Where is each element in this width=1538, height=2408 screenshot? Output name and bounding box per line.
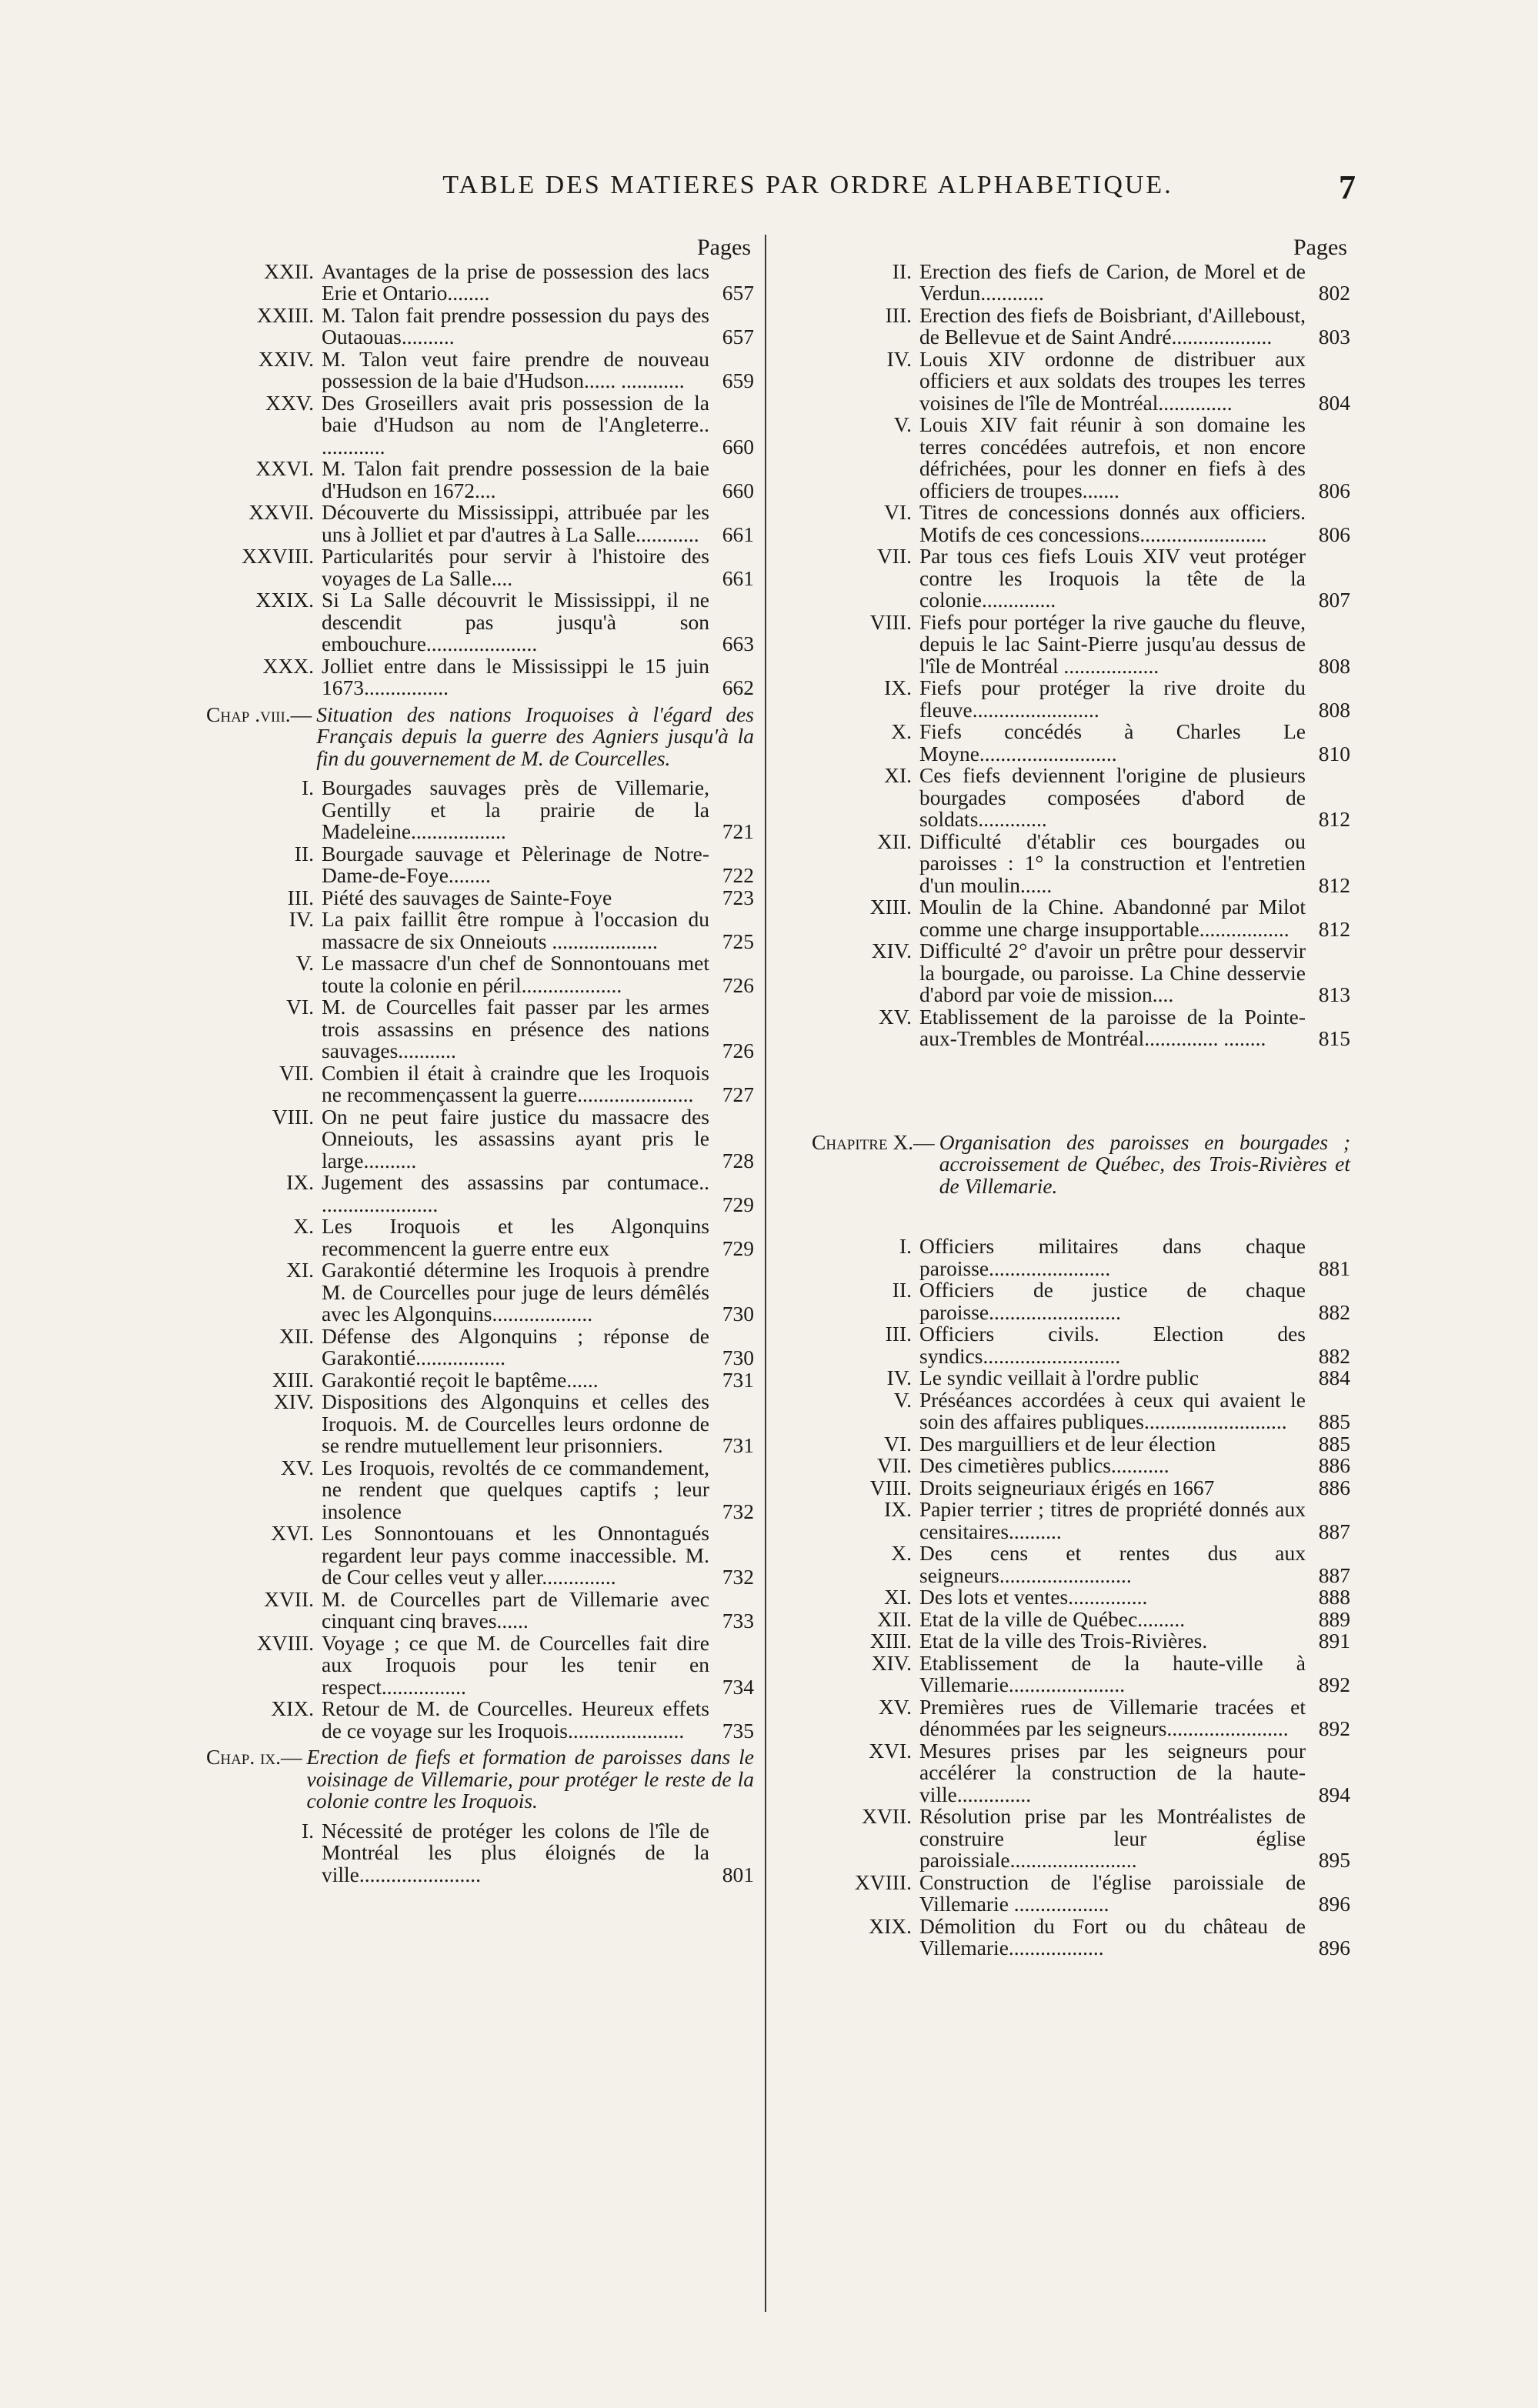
entry-page: 657 <box>722 325 754 349</box>
entry-number: XIV. <box>871 939 912 962</box>
entry-number: XII. <box>279 1323 314 1348</box>
entry-page: 726 <box>722 972 754 997</box>
entry-text: Etablissement de la haute-ville à Villemarie...................... <box>919 1650 1306 1696</box>
toc-entry <box>206 258 754 305</box>
entry-number: VI. <box>286 995 314 1019</box>
entry-page: 892 <box>1318 1673 1350 1696</box>
entry-page: 660 <box>722 434 754 459</box>
entry-page: 894 <box>1318 1782 1350 1806</box>
entry-text: Voyage ; ce que M. de Courcelles fait dire aux Iroquois pour les tenir en respect................ <box>322 1630 709 1699</box>
toc-entry <box>812 1740 1350 1806</box>
entry-text: M. Talon veut faire prendre de nouveau possession de la baie d'Hudson...... ............ <box>322 346 709 392</box>
entry-text: Etat de la ville des Trois-Rivières. <box>919 1629 1208 1653</box>
entry-page: 815 <box>1318 1026 1350 1050</box>
chapter-heading <box>812 1129 1350 1198</box>
toc-entry <box>812 1236 1350 1279</box>
toc-entry <box>812 1389 1350 1433</box>
entry-page: 882 <box>1318 1343 1350 1368</box>
entry-text: Garakontié détermine les Iroquois à prendre M. de Courcelles pour juge de leurs démêlés avec les Algonquins................... <box>322 1258 709 1326</box>
entry-text: Des Groseillers avait pris possession de la baie d'Hudson au nom de l'Angleterre.. ............ <box>322 390 709 459</box>
entry-text: Etat de la ville de Québec......... <box>919 1606 1186 1631</box>
entry-number: XXVI. <box>255 456 314 480</box>
entry-number: XII. <box>876 1606 912 1631</box>
entry-number: III. <box>885 1322 912 1346</box>
entry-page: 892 <box>1318 1716 1350 1740</box>
entry-number: XIX. <box>869 1913 912 1938</box>
toc-entry <box>812 1006 1350 1050</box>
entry-number: II. <box>892 1278 912 1302</box>
entry-page: 723 <box>722 885 754 909</box>
toc-entry <box>812 1630 1350 1653</box>
entry-text: Etablissement de la paroisse de la Pointe-aux-Trembles de Montréal.............. ........ <box>919 1004 1306 1050</box>
toc-entry <box>812 1543 1350 1586</box>
entry-page: 657 <box>722 281 754 305</box>
entry-number: XXIX. <box>255 588 314 612</box>
entry-page: 722 <box>722 863 754 887</box>
toc-entry <box>812 545 1350 612</box>
entry-page: 885 <box>1318 1409 1350 1433</box>
entry-page: 732 <box>722 1499 754 1523</box>
toc-entry <box>206 1698 754 1742</box>
chapter-title: Situation des nations Iroquoises à l'égard des Français depuis la guerre des Agniers jusqu'à la fin du gouvernement de M. de Courcelles. <box>316 702 754 770</box>
entry-number: VI. <box>884 500 912 524</box>
toc-entry <box>206 1630 754 1699</box>
entry-text: Erection des fiefs de Carion, de Morel et de Verdun............ <box>919 258 1306 305</box>
right-entries <box>812 258 1350 1959</box>
toc-entry <box>206 996 754 1062</box>
entry-number: XVII. <box>862 1804 912 1828</box>
chapter-label: Chap .viii.— <box>206 702 312 726</box>
entry-number: VII. <box>876 1453 912 1477</box>
entry-text: Fiefs pour portéger la rive gauche du fleuve, depuis le lac Saint-Pierre jusqu'au dessus de l'île de Montréal .................. <box>919 609 1306 678</box>
entry-text: Erection des fiefs de Boisbriant, d'Ailleboust, de Bellevue et de Saint André................... <box>919 302 1306 349</box>
entry-text: Piété des sauvages de Sainte-Foye <box>322 885 612 909</box>
entry-page: 726 <box>722 1039 754 1062</box>
toc-entry <box>206 887 754 909</box>
toc-entry <box>206 302 754 349</box>
entry-page: 804 <box>1318 390 1350 415</box>
entry-text: Officiers militaires dans chaque paroisse....................... <box>919 1234 1306 1280</box>
entry-text: Papier terrier ; titres de propriété donnés aux censitaires.......... <box>919 1497 1306 1543</box>
entry-page: 808 <box>1318 697 1350 722</box>
toc-entry <box>812 1367 1350 1389</box>
chapter-heading <box>206 704 754 770</box>
toc-entry <box>206 1172 754 1216</box>
entry-page: 882 <box>1318 1299 1350 1324</box>
entry-text: Louis XIV ordonne de distribuer aux officiers et aux soldats des troupes les terres voisines de l'île de Montréal.............. <box>919 346 1306 415</box>
entry-number: II. <box>294 841 314 865</box>
entry-text: Particularités pour servir à l'histoire des voyages de La Salle.... <box>322 544 709 590</box>
entry-text: Louis XIV fait réunir à son domaine les terres concédées autrefois, et non encore défrichées, pour les donner en fiefs à des officiers de troupes....... <box>919 412 1306 502</box>
pages-heading-right: Pages <box>1293 235 1347 260</box>
toc-entry <box>812 831 1350 897</box>
entry-number: I. <box>301 775 314 799</box>
entry-text: Découverte du Mississippi, attribuée par les uns à Jolliet et par d'autres à La Salle............ <box>322 500 709 546</box>
entry-page: 806 <box>1318 522 1350 546</box>
toc-entry <box>206 589 754 655</box>
toc-entry <box>812 721 1350 765</box>
entry-number: XVIII. <box>256 1630 314 1655</box>
entry-number: V. <box>893 412 912 436</box>
entry-page: 813 <box>1318 982 1350 1006</box>
toc-entry <box>812 1455 1350 1477</box>
entry-text: Mesures prises par les seigneurs pour accélérer la construction de la haute-ville.............. <box>919 1738 1306 1806</box>
toc-entry <box>206 777 754 843</box>
entry-number: I. <box>301 1818 314 1843</box>
toc-entry <box>812 1606 1350 1631</box>
toc-entry <box>206 1323 754 1369</box>
toc-entry <box>812 1279 1350 1323</box>
entry-page: 896 <box>1318 1936 1350 1959</box>
entry-number: XI. <box>884 1585 912 1609</box>
entry-number: XVII. <box>264 1586 314 1611</box>
entry-number: IV. <box>289 907 314 931</box>
toc-entry <box>812 1499 1350 1543</box>
entry-text: Les Iroquois, revoltés de ce commandement, ne rendent que quelques captifs ; leur insolence <box>322 1455 709 1523</box>
entry-number: XIX. <box>271 1696 314 1720</box>
entry-number: X. <box>891 1541 912 1565</box>
entry-page: 662 <box>722 675 754 699</box>
toc-entry <box>206 545 754 589</box>
entry-page: 886 <box>1318 1453 1350 1477</box>
entry-text: M. de Courcelles part de Villemarie avec cinquant cinq braves...... <box>322 1586 709 1633</box>
entry-page: 730 <box>722 1346 754 1369</box>
toc-entry <box>206 952 754 996</box>
entry-text: Nécessité de protéger les colons de l'île de Montréal les plus éloignés de la ville....................... <box>322 1818 709 1886</box>
entry-page: 730 <box>722 1302 754 1326</box>
entry-number: VII. <box>279 1060 314 1085</box>
entry-number: X. <box>293 1214 314 1238</box>
entry-text: Jugement des assassins par contumace.. ...................... <box>322 1170 709 1216</box>
entry-page: 660 <box>722 478 754 502</box>
entry-text: Fiefs pour protéger la rive droite du fleuve........................ <box>919 675 1306 722</box>
entry-page: 889 <box>1318 1606 1350 1631</box>
chapter-heading <box>206 1746 754 1813</box>
entry-number: VI. <box>884 1431 912 1456</box>
toc-entry <box>206 392 754 459</box>
entry-number: XIII. <box>869 1629 912 1653</box>
entry-text: Officiers civils. Election des syndics.......................... <box>919 1322 1306 1368</box>
entry-text: Défense des Algonquins ; réponse de Garakontié................. <box>322 1323 709 1369</box>
entry-text: M. Talon fait prendre possession du pays des Outaouas.......... <box>322 302 709 349</box>
entry-text: Le massacre d'un chef de Sonnontouans met toute la colonie en péril................... <box>322 951 709 997</box>
entry-page: 812 <box>1318 807 1350 831</box>
entry-text: Premières rues de Villemarie tracées et dénommées par les seigneurs....................... <box>919 1694 1306 1740</box>
entry-page: 812 <box>1318 872 1350 897</box>
entry-page: 661 <box>722 522 754 546</box>
toc-entry <box>812 1869 1350 1916</box>
toc-entry <box>206 1457 754 1523</box>
toc-entry <box>812 502 1350 545</box>
entry-page: 808 <box>1318 653 1350 678</box>
toc-entry <box>812 258 1350 305</box>
chapter-label: Chapitre X.— <box>812 1129 935 1154</box>
entry-text: Combien il était à craindre que les Iroquois ne recommençassent la guerre...................... <box>322 1060 709 1106</box>
entry-text: Difficulté d'établir ces bourgades ou paroisses : 1° la construction et l'entretien d'un moulin...... <box>919 829 1306 897</box>
entry-number: VIII. <box>272 1104 314 1129</box>
entry-text: Les Iroquois et les Algonquins recommencent la guerre entre eux <box>322 1214 709 1260</box>
toc-entry <box>206 1259 754 1326</box>
entry-number: XI. <box>884 763 912 787</box>
entry-text: Des cimetières publics........... <box>919 1453 1169 1477</box>
entry-text: Résolution prise par les Montréalistes de construire leur église paroissiale........................ <box>919 1804 1306 1872</box>
entry-number: XXII. <box>264 258 314 283</box>
entry-number: III. <box>287 885 314 909</box>
entry-number: XV. <box>878 1694 912 1719</box>
entry-text: Démolition du Fort ou du château de Villemarie.................. <box>919 1913 1306 1959</box>
toc-entry <box>812 1433 1350 1456</box>
entry-number: XXIII. <box>256 302 314 327</box>
entry-page: 895 <box>1318 1848 1350 1872</box>
toc-entry <box>812 677 1350 721</box>
entry-page: 887 <box>1318 1519 1350 1543</box>
toc-entry <box>812 1696 1350 1740</box>
toc-entry <box>206 458 754 502</box>
entry-text: On ne peut faire justice du massacre des Onneiouts, les assassins ayant pris le large.......... <box>322 1104 709 1172</box>
page-number: 7 <box>1339 168 1356 206</box>
toc-entry <box>206 1523 754 1589</box>
entry-text: Droits seigneuriaux érigés en 1667 <box>919 1475 1215 1499</box>
entry-number: XXIV. <box>258 346 314 371</box>
entry-text: Des marguilliers et de leur élection <box>919 1431 1216 1456</box>
entry-page: 896 <box>1318 1892 1350 1916</box>
entry-number: XIV. <box>871 1650 912 1675</box>
toc-entry <box>206 1369 754 1392</box>
entry-number: XVI. <box>869 1738 912 1763</box>
entry-text: Les Sonnontouans et les Onnontagués regardent leur pays comme inaccessible. M. de Cour celles veut y aller.............. <box>322 1521 709 1589</box>
entry-number: IV. <box>886 346 912 371</box>
entry-page: 807 <box>1318 588 1350 612</box>
toc-entry <box>206 346 754 392</box>
entry-text: Garakontié reçoit le baptême...... <box>322 1367 599 1392</box>
entry-page: 887 <box>1318 1563 1350 1587</box>
entry-text: La paix faillit être rompue à l'occasion du massacre de six Onneiouts .................... <box>322 907 709 953</box>
entry-number: XXVII. <box>249 500 314 524</box>
entry-number: I. <box>899 1234 912 1258</box>
entry-number: IV. <box>886 1366 912 1389</box>
pages-heading-left: Pages <box>697 235 751 260</box>
toc-entry <box>206 1820 754 1886</box>
spacer <box>812 1050 1350 1127</box>
entry-page: 885 <box>1318 1431 1350 1456</box>
toc-entry <box>812 346 1350 415</box>
entry-page: 734 <box>722 1674 754 1699</box>
entry-text: Difficulté 2° d'avoir un prêtre pour desservir la bourgade, ou paroisse. La Chine desservie d'abord par voie de mission.... <box>919 939 1306 1006</box>
toc-entry <box>206 909 754 952</box>
entry-number: XVIII. <box>854 1869 912 1894</box>
entry-page: 659 <box>722 369 754 392</box>
running-head: TABLE DES MATIERES PAR ORDRE ALPHABETIQUE. <box>442 171 1173 199</box>
entry-text: Dispositions des Algonquins et celles des Iroquois. M. de Courcelles leurs ordonne de se rendre mutuellement leur prisonniers. <box>322 1389 709 1457</box>
entry-number: XIII. <box>869 895 912 919</box>
toc-entry <box>812 414 1350 502</box>
entry-page: 729 <box>722 1192 754 1216</box>
toc-entry <box>812 302 1350 349</box>
entry-number: XXX. <box>262 653 314 678</box>
entry-number: XVI. <box>271 1521 314 1545</box>
toc-entry <box>206 1391 754 1457</box>
toc-entry <box>812 609 1350 678</box>
toc-entry <box>206 843 754 887</box>
toc-entry <box>812 1477 1350 1499</box>
entry-page: 661 <box>722 565 754 590</box>
toc-entry <box>812 1913 1350 1959</box>
entry-page: 801 <box>722 1862 754 1886</box>
entry-text: Titres de concessions donnés aux officiers. Motifs de ces concessions........................ <box>919 500 1306 546</box>
entry-page: 881 <box>1318 1256 1350 1280</box>
entry-number: XII. <box>876 829 912 853</box>
right-column <box>812 237 1350 1959</box>
chapter-title: Erection de fiefs et formation de paroisses dans le voisinage de Villemarie, pour protéger le reste de la colonie contre les Iroquois. <box>306 1745 754 1813</box>
entry-page: 731 <box>722 1367 754 1392</box>
entry-number: XXVIII. <box>242 544 314 568</box>
entry-text: Moulin de la Chine. Abandonné par Milot comme une charge insupportable................. <box>919 895 1306 941</box>
entry-text: Jolliet entre dans le Mississippi le 15 juin 1673................ <box>322 653 709 699</box>
entry-text: Officiers de justice de chaque paroisse......................... <box>919 1278 1306 1324</box>
entry-page: 729 <box>722 1236 754 1260</box>
entry-page: 891 <box>1318 1629 1350 1653</box>
entry-page: 802 <box>1318 281 1350 305</box>
entry-text: Ces fiefs deviennent l'origine de plusieurs bourgades composées d'abord de soldats............. <box>919 763 1306 831</box>
toc-entry <box>812 1323 1350 1367</box>
entry-page: 810 <box>1318 741 1350 765</box>
entry-number: III. <box>885 302 912 327</box>
entry-number: XIII. <box>272 1367 314 1392</box>
entry-text: Des cens et rentes dus aux seigneurs......................... <box>919 1541 1306 1587</box>
entry-page: 884 <box>1318 1366 1350 1389</box>
entry-text: M. de Courcelles fait passer par les armes trois assassins en présence des nations sauvages........... <box>322 995 709 1062</box>
entry-page: 663 <box>722 632 754 655</box>
left-column <box>206 237 754 1886</box>
entry-number: XV. <box>280 1455 314 1479</box>
entry-page: 725 <box>722 929 754 953</box>
toc-entry <box>812 1806 1350 1872</box>
entry-page: 886 <box>1318 1475 1350 1499</box>
entry-number: X. <box>891 719 912 743</box>
entry-text: M. Talon fait prendre possession de la baie d'Hudson en 1672.... <box>322 456 709 502</box>
chapter-title: Organisation des paroisses en bourgades ; accroissement de Québec, des Trois-Rivières et de Villemarie. <box>939 1129 1350 1198</box>
entry-number: V. <box>893 1387 912 1412</box>
entry-page: 728 <box>722 1148 754 1172</box>
entry-text: Préséances accordées à ceux qui avaient le soin des affaires publiques........................... <box>919 1387 1306 1433</box>
entry-number: II. <box>892 258 912 283</box>
entry-number: XV. <box>878 1004 912 1029</box>
toc-entry <box>206 1586 754 1633</box>
entry-text: Retour de M. de Courcelles. Heureux effets de ce voyage sur les Iroquois...................... <box>322 1696 709 1743</box>
toc-entry <box>812 765 1350 831</box>
toc-entry <box>812 1586 1350 1609</box>
entry-number: XIV. <box>273 1389 314 1413</box>
entry-text: Par tous ces fiefs Louis XIV veut protéger contre les Iroquois la tête de la colonie.............. <box>919 544 1306 612</box>
toc-entry <box>206 1216 754 1259</box>
toc-entry <box>812 896 1350 940</box>
entry-number: VII. <box>876 544 912 568</box>
entry-page: 806 <box>1318 478 1350 502</box>
entry-page: 721 <box>722 819 754 843</box>
entry-number: VIII. <box>869 1475 912 1499</box>
toc-entry <box>812 1650 1350 1696</box>
entry-page: 731 <box>722 1433 754 1457</box>
entry-number: XI. <box>286 1258 314 1282</box>
entry-text: Avantages de la prise de possession des lacs Erie et Ontario........ <box>322 258 709 305</box>
entry-text: Construction de l'église paroissiale de Villemarie .................. <box>919 1869 1306 1916</box>
toc-entry <box>206 1106 754 1172</box>
entry-number: IX. <box>286 1170 314 1194</box>
chapter-label: Chap. ix.— <box>206 1745 302 1769</box>
toc-entry <box>206 1062 754 1106</box>
entry-page: 727 <box>722 1082 754 1106</box>
entry-text: Bourgade sauvage et Pèlerinage de Notre-Dame-de-Foye........ <box>322 841 709 887</box>
entry-text: Le syndic veillait à l'ordre public <box>919 1366 1199 1389</box>
entry-text: Fiefs concédés à Charles Le Moyne.......................... <box>919 719 1306 765</box>
entry-page: 888 <box>1318 1585 1350 1609</box>
entry-text: Bourgades sauvages près de Villemarie, Gentilly et la prairie de la Madeleine.................. <box>322 775 709 843</box>
entry-text: Si La Salle découvrit le Mississippi, il ne descendit pas jusqu'à son embouchure..................... <box>322 588 709 655</box>
toc-entry <box>206 502 754 545</box>
entry-number: VIII. <box>869 609 912 634</box>
entry-number: IX. <box>884 1497 912 1521</box>
entry-page: 803 <box>1318 325 1350 349</box>
spacer <box>812 1205 1350 1236</box>
entry-page: 812 <box>1318 916 1350 941</box>
entry-page: 733 <box>722 1609 754 1633</box>
entry-number: V. <box>295 951 314 975</box>
entry-page: 735 <box>722 1718 754 1743</box>
left-entries <box>206 258 754 1886</box>
column-divider <box>765 235 766 2312</box>
entry-page: 732 <box>722 1565 754 1589</box>
toc-entry <box>812 940 1350 1006</box>
toc-entry <box>206 655 754 699</box>
entry-number: XXV. <box>265 390 314 415</box>
entry-text: Des lots et ventes............... <box>919 1585 1148 1609</box>
entry-number: IX. <box>884 675 912 699</box>
